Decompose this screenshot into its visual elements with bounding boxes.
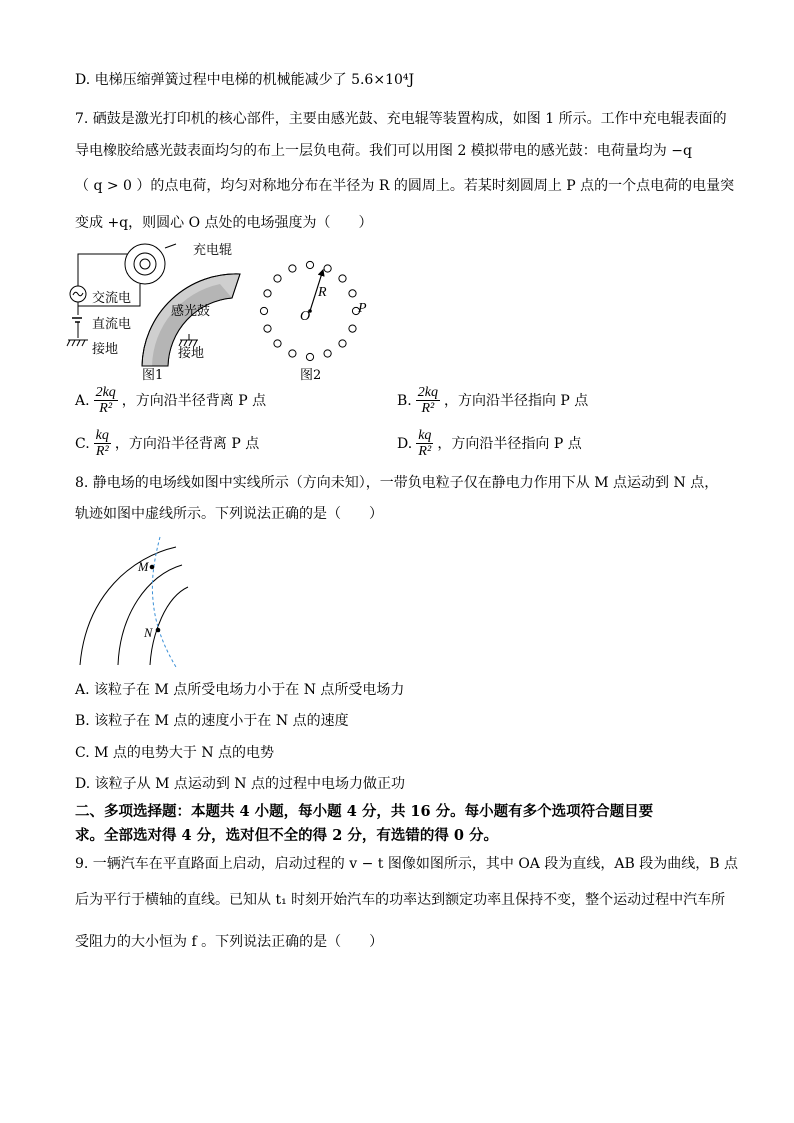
fig1-label-roller: 充电辊 bbox=[193, 243, 233, 258]
q7-option-d-num: kq bbox=[418, 428, 432, 443]
q8-option-b: B. 该粒子在 M 点的速度小于在 N 点的速度 bbox=[75, 713, 349, 729]
q7-option-a-den: R² bbox=[99, 401, 113, 416]
q7-option-a-fraction bbox=[94, 385, 118, 416]
q7-option-d-fraction bbox=[416, 428, 433, 459]
q7-option-c-text: ，方向沿半径背离 P 点 bbox=[114, 435, 260, 452]
q8-stem-line2: 轨迹如图中虚线所示。下列说法正确的是（ ） bbox=[75, 506, 383, 522]
point-charge bbox=[324, 265, 331, 272]
q7-option-b-num: 2kq bbox=[417, 385, 438, 400]
point-charge bbox=[264, 290, 271, 297]
fig2-label-R: R bbox=[318, 285, 327, 300]
fig1-caption: 图1 bbox=[142, 368, 164, 383]
fig1-label-ground-drum: 接地 bbox=[178, 346, 205, 361]
q7-option-a bbox=[75, 385, 266, 416]
point-charge bbox=[306, 353, 313, 360]
q9-stem-line1: 9. 一辆汽车在平直路面上启动，启动过程的 v − t 图像如图所示，其中 OA 段为直线，AB 段为曲线，B 点 bbox=[75, 856, 738, 872]
q7-option-c-letter: C. bbox=[75, 435, 90, 452]
fig1-label-drum: 感光鼓 bbox=[171, 304, 211, 319]
point-charge bbox=[274, 275, 281, 282]
point-charge bbox=[264, 325, 271, 332]
q7-option-b bbox=[397, 385, 588, 416]
q7-stem-line4: 变成 +q，则圆心 O 点处的电场强度为（ ） bbox=[75, 215, 373, 231]
point-charge bbox=[339, 275, 346, 282]
q8-label-N: N bbox=[144, 626, 153, 640]
q7-option-c bbox=[75, 428, 259, 459]
q7-option-c-fraction bbox=[94, 428, 111, 459]
q9-stem-line2: 后为平行于横轴的直线。已知从 t₁ 时刻开始汽车的功率达到额定功率且保持不变，整个运动过程中汽车所 bbox=[75, 892, 726, 908]
point-charge bbox=[289, 350, 296, 357]
fig2-label-P: P bbox=[358, 301, 367, 316]
q7-option-b-text: ，方向沿半径指向 P 点 bbox=[443, 392, 589, 409]
fig1-label-ground: 接地 bbox=[92, 342, 119, 357]
q8-field-line-figure bbox=[72, 535, 192, 670]
section2-heading-line2: 求。全部选对得 4 分，选对但不全的得 2 分，有选错的得 0 分。 bbox=[75, 827, 499, 844]
q7-option-b-fraction bbox=[416, 385, 440, 416]
point-charge bbox=[339, 340, 346, 347]
q8-option-a: A. 该粒子在 M 点所受电场力小于在 N 点所受电场力 bbox=[75, 682, 405, 698]
q7-option-a-letter: A. bbox=[75, 392, 90, 409]
fig1-label-dc: 直流电 bbox=[92, 317, 132, 332]
q9-stem-line3: 受阻力的大小恒为 f 。下列说法正确的是（ ） bbox=[75, 934, 384, 950]
q7-option-b-letter: B. bbox=[397, 392, 412, 409]
point-charge bbox=[260, 307, 267, 314]
fig1-label-ac: 交流电 bbox=[92, 291, 132, 306]
point-charge bbox=[289, 265, 296, 272]
q6-option-d: D. 电梯压缩弹簧过程中电梯的机械能减少了 5.6×10⁴J bbox=[75, 72, 415, 88]
point-charge bbox=[306, 261, 313, 268]
point-charge bbox=[324, 350, 331, 357]
figure-1-toner-drum bbox=[60, 240, 260, 382]
q7-option-d-text: ，方向沿半径指向 P 点 bbox=[437, 435, 582, 452]
section2-heading-line1: 二、多项选择题：本题共 4 小题，每小题 4 分，共 16 分。每小题有多个选项符合题目要 bbox=[75, 803, 654, 820]
q8-label-M: M bbox=[138, 560, 149, 574]
q7-stem-line1: 7. 硒鼓是激光打印机的核心部件，主要由感光鼓、充电辊等装置构成，如图 1 所示。工作中充电辊表面的 bbox=[75, 111, 727, 127]
q7-option-d bbox=[397, 428, 582, 459]
point-charge bbox=[349, 325, 356, 332]
fig2-caption: 图2 bbox=[300, 368, 322, 383]
q7-stem-line3: （ q > 0 ）的点电荷，均匀对称地分布在半径为 R 的圆周上。若某时刻圆周上 P 点的一个点电荷的电量突 bbox=[75, 178, 735, 194]
q7-option-b-den: R² bbox=[421, 401, 435, 416]
q8-option-c: C. M 点的电势大于 N 点的电势 bbox=[75, 745, 275, 761]
q7-option-d-letter: D. bbox=[397, 435, 413, 452]
q7-option-d-den: R² bbox=[418, 444, 432, 459]
fig2-label-O: O bbox=[300, 309, 311, 324]
q7-option-c-num: kq bbox=[95, 428, 109, 443]
q7-option-a-text: ，方向沿半径背离 P 点 bbox=[121, 392, 267, 409]
q7-option-c-den: R² bbox=[95, 444, 109, 459]
point-charge bbox=[274, 340, 281, 347]
q7-option-a-num: 2kq bbox=[95, 385, 116, 400]
q8-option-d: D. 该粒子从 M 点运动到 N 点的过程中电场力做正功 bbox=[75, 776, 406, 792]
q7-stem-line2: 导电橡胶给感光鼓表面均匀的布上一层负电荷。我们可以用图 2 模拟带电的感光鼓：电荷量均为 −q bbox=[75, 143, 692, 159]
point-charge bbox=[349, 290, 356, 297]
figure-2-charge-ring bbox=[255, 255, 370, 365]
q8-stem-line1: 8. 静电场的电场线如图中实线所示（方向未知），一带负电粒子仅在静电力作用下从 M 点运动到 N 点， bbox=[75, 475, 719, 491]
